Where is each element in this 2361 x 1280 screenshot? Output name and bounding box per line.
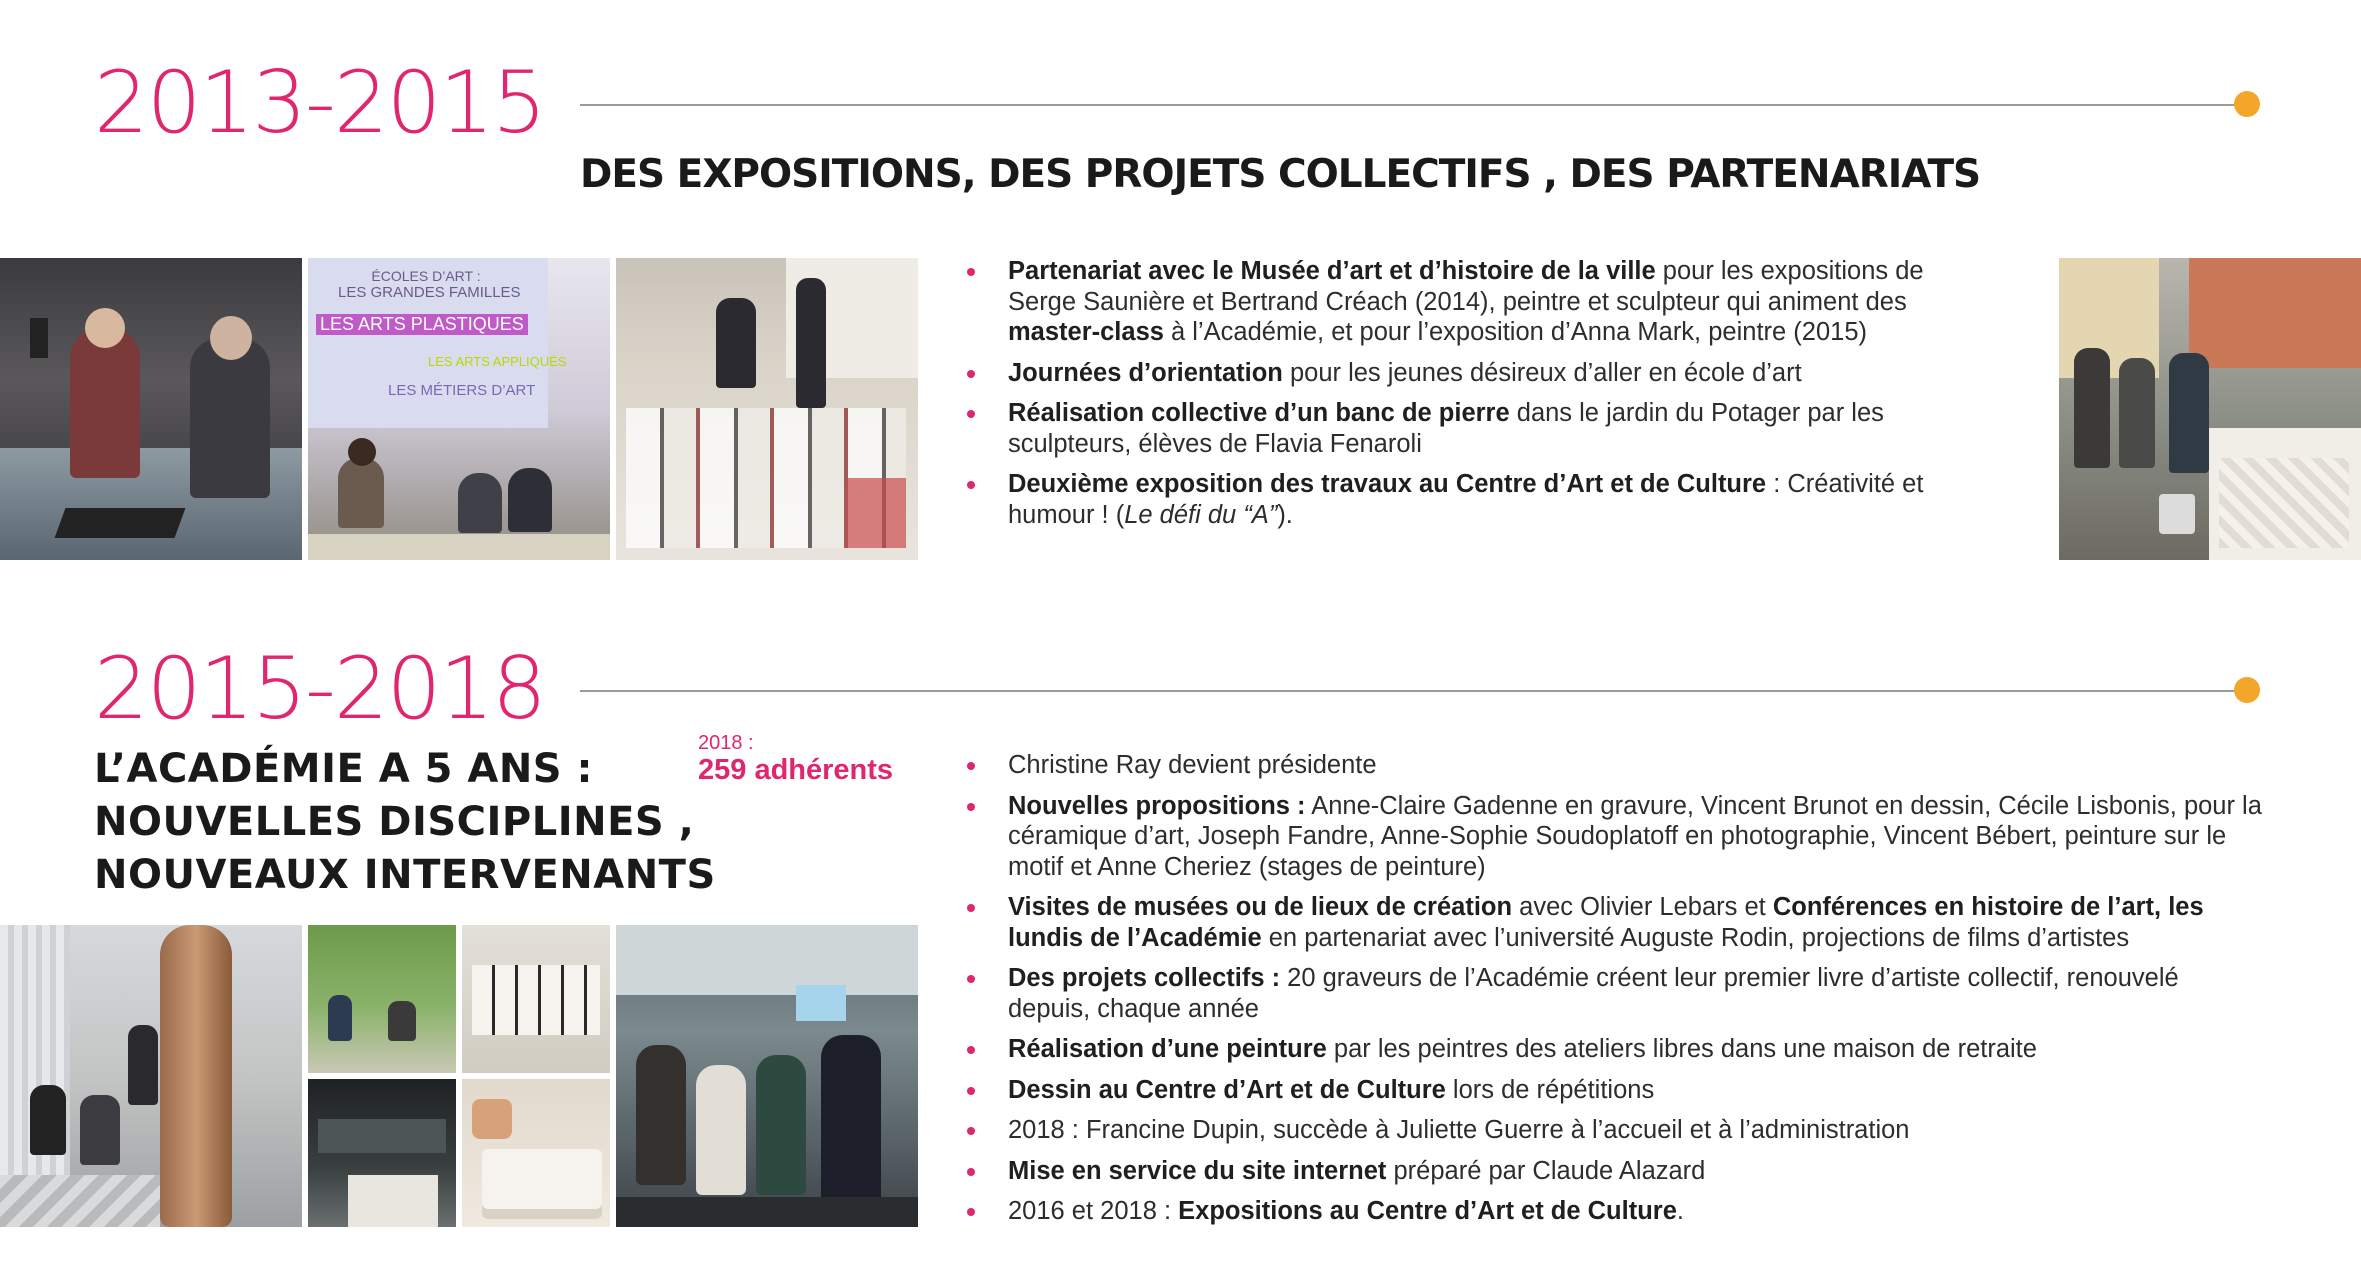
- section2-timeline-dot: [2234, 677, 2260, 703]
- bullet-item: [962, 750, 2262, 781]
- projection-line-1: ÉCOLES D’ART :: [371, 268, 481, 284]
- section1-bullet-text-run: Réalisation collective d’un banc de pierre: [1008, 399, 1510, 427]
- photo-stone-bench: [2059, 258, 2361, 560]
- section1-title: DES EXPOSITIONS, DES PROJETS COLLECTIFS , DES PARTENARIATS: [580, 152, 1981, 197]
- photo-orientation-day: [308, 258, 610, 560]
- section1-bullet-text-run: à l’Académie, et pour l’exposition d’Anna Mark, peintre (2015): [1163, 318, 1867, 346]
- section1-bullet-text-run: Partenariat avec le Musée d’art et d’histoire de la ville: [1008, 257, 1656, 285]
- section2-bullet-text-run: Anne-Claire Gadenne en gravure, Vincent Brunot en dessin, Cécile Lisbonis, pour la céramique d’art, Joseph Fandre, Anne-Sophie Soudoplatoff en photographie, Vincent Bébert, peinture sur le motif et Anne Cheriez (stages de peinture): [1008, 791, 2262, 881]
- photo-exhibition-opening: [616, 925, 918, 1227]
- section2-bullet-text-run: 2018 : Francine Dupin, succède à Juliette Guerre à l’accueil et à l’administration: [1008, 1116, 1910, 1144]
- section1-bullet-text-run: Journées d’orientation: [1008, 358, 1283, 387]
- section1-timeline-dot: [2234, 91, 2260, 117]
- section2-bullet-text-run: Christine Ray devient présidente: [1008, 751, 1377, 779]
- projection-line-5: LES MÉTIERS D’ART: [388, 382, 536, 399]
- section2-title-line-1: L’ACADÉMIE A 5 ANS :: [94, 746, 594, 792]
- section2-bullet-text-run: Réalisation d’une peinture: [1008, 1035, 1327, 1063]
- section2-timeline-rule: [580, 690, 2238, 692]
- bullet-item: [962, 791, 2262, 883]
- bullet-item: [962, 1034, 2262, 1065]
- projection-line-4: LES ARTS APPLIQUÉS: [428, 354, 567, 369]
- section1-timeline-rule: [580, 104, 2238, 106]
- photo-studio-works: [616, 258, 918, 560]
- section2-bullet-text-run: avec Olivier Lebars et: [1512, 893, 1773, 921]
- section1-bullet-text-run: Deuxième exposition des travaux au Centre d’Art et de Culture: [1008, 470, 1767, 498]
- members-stat-value: 259 adhérents: [698, 754, 894, 786]
- section2-bullet-list: [962, 750, 2262, 1237]
- section2-bullet-text-run: Conférences en histoire de l’art, les lundis de l’Académie: [1008, 893, 2204, 952]
- photo-rehearsal-drawing: [308, 1079, 456, 1227]
- bullet-item: [962, 1156, 2262, 1187]
- bullet-item: [962, 256, 1982, 348]
- bullet-item: [962, 1115, 2262, 1146]
- section2-bullet-text-run: Expositions au Centre d’Art et de Culture: [1178, 1197, 1677, 1225]
- section1-bullet-text-run: ).: [1277, 500, 1293, 529]
- bullet-item: [962, 1196, 2262, 1227]
- section2-title: [94, 743, 716, 902]
- section1-bullet-text-run: dans le jardin du Potager par les sculpteurs, élèves de Flavia Fenaroli: [1008, 399, 1884, 458]
- bullet-item: [962, 358, 1982, 389]
- section1-year: 2013-2015: [94, 53, 545, 153]
- section1-bullet-text-run: pour les expositions de Serge Saunière et Bertrand Créach (2014), peintre et sculpteur qui animent des: [1008, 257, 1924, 316]
- section2-bullet-text-run: Nouvelles propositions :: [1008, 791, 1306, 820]
- bullet-item: [962, 398, 1982, 459]
- projection-line-3: LES ARTS PLASTIQUES: [316, 314, 528, 335]
- section2-year: 2015-2018: [94, 639, 545, 739]
- section1-bullet-list: [962, 256, 1982, 540]
- bullet-item: [962, 1075, 2262, 1106]
- bullet-item: [962, 963, 2262, 1024]
- photo-outdoor-sketching: [308, 925, 456, 1073]
- section1-bullet-text-run: pour les jeunes désireux d’aller en école d’art: [1282, 358, 1802, 387]
- members-stat-year: 2018 :: [698, 732, 754, 754]
- section2-bullet-text-run: préparé par Claude Alazard: [1386, 1156, 1706, 1185]
- section2-bullet-text-run: par les peintres des ateliers libres dans une maison de retraite: [1326, 1035, 2037, 1063]
- section2-bullet-text-run: .: [1676, 1197, 1684, 1225]
- section2-bullet-text-run: en partenariat avec l’université Auguste Rodin, projections de films d’artistes: [1261, 923, 2130, 952]
- photo-printmaking-table: [462, 925, 610, 1073]
- bullet-item: [962, 469, 1982, 530]
- section1-bullet-text-run: : Créativité et humour ! (: [1008, 470, 1924, 529]
- projection-line-2: LES GRANDES FAMILLES: [338, 284, 521, 301]
- section2-title-line-2: NOUVELLES DISCIPLINES ,: [94, 799, 695, 845]
- photo-drawing-sculpture: [0, 925, 302, 1227]
- section1-bullet-text-run: Le défi du “A”: [1124, 500, 1278, 529]
- section2-bullet-text-run: Dessin au Centre d’Art et de Culture: [1008, 1075, 1446, 1104]
- section2-bullet-text-run: 2016 et 2018 :: [1008, 1197, 1179, 1225]
- section2-bullet-text-run: Visites de musées ou de lieux de création: [1008, 893, 1513, 921]
- photo-stone-carving: [462, 1079, 610, 1227]
- section2-bullet-text-run: 20 graveurs de l’Académie créent leur premier livre d’artiste collectif, renouvelé depuis, chaque année: [1008, 964, 2179, 1023]
- section2-bullet-text-run: Mise en service du site internet: [1008, 1156, 1387, 1185]
- section2-bullet-text-run: lors de répétitions: [1445, 1075, 1655, 1104]
- section1-bullet-text-run: master-class: [1008, 318, 1164, 346]
- section2-bullet-text-run: Des projets collectifs :: [1008, 964, 1281, 992]
- bullet-item: [962, 892, 2262, 953]
- photo-exhibition-visitors: [0, 258, 302, 560]
- section2-title-line-3: NOUVEAUX INTERVENANTS: [94, 852, 716, 898]
